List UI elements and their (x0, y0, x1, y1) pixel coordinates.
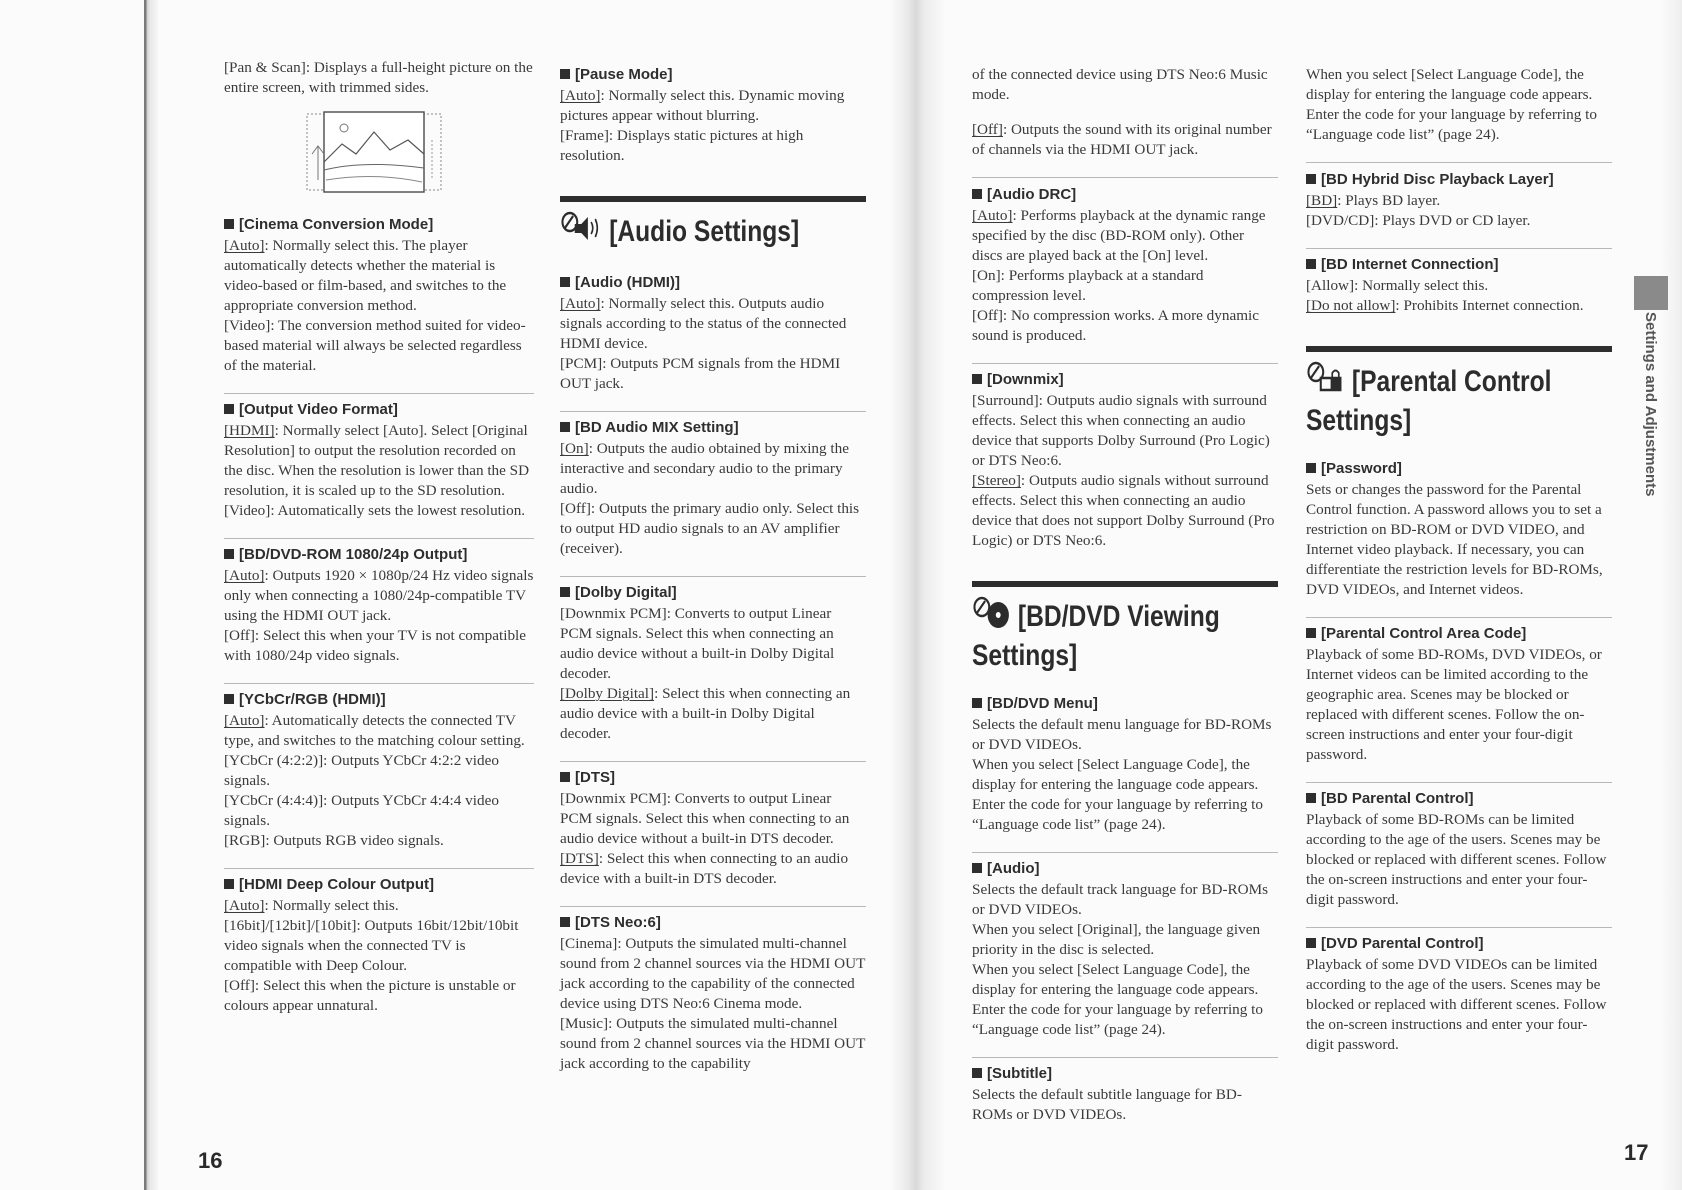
bd-dvd-viewing-heading-1: [BD/DVD Viewing (1017, 600, 1220, 634)
setting-section (1306, 617, 1612, 765)
setting-title-text: [DTS Neo:6] (575, 914, 661, 931)
default-option: [Auto] (224, 237, 265, 254)
option-paragraph (224, 831, 534, 851)
col3-intro (972, 65, 1278, 160)
setting-section (560, 411, 866, 559)
bullet-square-icon (560, 772, 570, 782)
option-text: : Plays BD layer. (1337, 192, 1441, 210)
setting-title (972, 185, 1278, 205)
setting-title (224, 400, 534, 420)
default-option: [Auto] (972, 207, 1013, 225)
parental-control-heading-2: Settings] (1306, 404, 1412, 438)
left-column-2 (560, 58, 866, 1074)
col4-sections (1306, 452, 1612, 1055)
setting-title (972, 694, 1278, 714)
option-paragraph (224, 626, 534, 666)
setting-section (1306, 927, 1612, 1055)
setting-section (972, 852, 1278, 1040)
setting-title (560, 768, 866, 788)
option-text: [PCM]: Outputs PCM signals from the HDMI OUT jack. (560, 355, 841, 392)
left-column-1 (224, 58, 534, 1016)
wrench-speaker-icon (560, 210, 606, 252)
setting-title-text: [Cinema Conversion Mode] (239, 216, 434, 233)
right-column-2 (1306, 50, 1612, 1055)
setting-title (560, 913, 866, 933)
option-paragraph (224, 916, 534, 976)
option-text: When you select [Select Language Code], the display for entering the language code appears. Enter the code for your language by referring to “Language code list” (page 24). (972, 961, 1263, 1039)
bullet-square-icon (972, 863, 982, 873)
wrench-lock-icon (1306, 360, 1349, 402)
option-paragraph (1306, 810, 1612, 910)
page-number-left: 16 (198, 1148, 223, 1173)
audio-settings-section (560, 196, 866, 1074)
option-paragraph (972, 120, 1278, 160)
option-text: [Video]: Automatically sets the lowest resolution. (224, 502, 526, 519)
setting-title (1306, 624, 1612, 644)
option-text: [Cinema]: Outputs the simulated multi-channel sound from 2 channel sources via the HDMI OUT jack according to the capability of the connected device using DTS Neo:6 Cinema mode. (560, 935, 866, 1012)
bullet-square-icon (1306, 793, 1316, 803)
setting-title (560, 65, 866, 85)
page-number-right: 17 (1624, 1140, 1649, 1165)
option-paragraph (1306, 296, 1612, 316)
option-text: [Music]: Outputs the simulated multi-channel sound from 2 channel sources via the HDMI OUT jack according to the capability (560, 1015, 866, 1072)
bullet-square-icon (972, 374, 982, 384)
option-paragraph (972, 755, 1278, 835)
audio-settings-heading: [Audio Settings] (609, 215, 800, 248)
option-text: When you select [Original], the language given priority in the disc is selected. (972, 921, 1261, 959)
setting-title (224, 215, 534, 235)
option-paragraph (560, 86, 866, 126)
option-text: When you select [Select Language Code], the display for entering the language code appears. Enter the code for your language by referring to “Language code list” (page 24). (972, 756, 1263, 834)
bullet-square-icon (224, 694, 234, 704)
option-text: : Performs playback at the dynamic range specified by the disc (BD-ROM only). Other discs are played back at the [On] level. (972, 207, 1266, 265)
option-text: Playback of some BD-ROMs, DVD VIDEOs, or Internet videos can be limited according to the geographic area. Scenes may be blocked or replaced with different scenes. Follow the on-screen instructions and enter your four-digit password. (1306, 646, 1602, 764)
setting-title-text: [Dolby Digital] (575, 584, 677, 601)
setting-section (972, 687, 1278, 835)
setting-title (1306, 255, 1612, 275)
setting-title (560, 583, 866, 603)
setting-title-text: [BD Hybrid Disc Playback Layer] (1321, 171, 1554, 189)
col1-sections (224, 208, 534, 1016)
setting-section (1306, 452, 1612, 600)
option-paragraph (1306, 65, 1612, 145)
option-paragraph (224, 316, 534, 376)
option-paragraph (560, 789, 866, 849)
parental-control-heading-1: [Parental Control (1351, 365, 1552, 399)
option-text: [Off]: Outputs the primary audio only. Select this to output HD audio signals to an AV amplifier (receiver). (560, 500, 860, 557)
option-paragraph (560, 354, 866, 394)
option-paragraph (560, 849, 866, 889)
default-option: [Stereo] (972, 472, 1021, 490)
setting-title-text: [YCbCr/RGB (HDMI)] (239, 691, 386, 708)
parental-control-section (1306, 346, 1612, 1055)
option-text: : Outputs the audio obtained by mixing the interactive and secondary audio to the primary audio. (560, 440, 849, 497)
option-paragraph (972, 65, 1278, 105)
setting-section (972, 1057, 1278, 1125)
setting-title-text: [BD/DVD Menu] (987, 695, 1098, 713)
option-paragraph (224, 976, 534, 1016)
option-text: [YCbCr (4:2:2)]: Outputs YCbCr 4:2:2 video signals. (224, 752, 499, 789)
setting-section (560, 906, 866, 1074)
bullet-square-icon (224, 549, 234, 559)
setting-title-text: [Pause Mode] (575, 66, 673, 83)
option-paragraph (1306, 645, 1612, 765)
option-text: : Outputs 1920 × 1080p/24 Hz video signals only when connecting a 1080/24p-compatible TV using the HDMI OUT jack. (224, 567, 534, 624)
setting-title-text: [BD Internet Connection] (1321, 256, 1499, 274)
option-paragraph (224, 896, 534, 916)
col2-pre-sections (560, 58, 866, 166)
option-paragraph (224, 501, 534, 521)
option-paragraph (560, 499, 866, 559)
setting-title-text: [BD Parental Control] (1321, 790, 1474, 808)
setting-title-text: [DTS] (575, 769, 615, 786)
setting-title-text: [BD Audio MIX Setting] (575, 419, 739, 436)
option-paragraph (224, 751, 534, 791)
option-text: [Frame]: Displays static pictures at high resolution. (560, 127, 804, 164)
default-option: [Off] (972, 121, 1003, 139)
right-column-1 (972, 50, 1278, 1125)
setting-section (1306, 163, 1612, 231)
option-text: : Outputs the sound with its original number of channels via the HDMI OUT jack. (972, 121, 1272, 159)
bullet-square-icon (224, 404, 234, 414)
setting-title (560, 418, 866, 438)
default-option: [HDMI] (224, 422, 275, 439)
default-option: [Auto] (224, 712, 265, 729)
bullet-square-icon (1306, 628, 1316, 638)
option-text: : Select this when connecting an audio device with a built-in Dolby Digital decoder. (560, 685, 851, 742)
setting-title-text: [Audio DRC] (987, 186, 1077, 204)
option-text: [On]: Performs playback at a standard compression level. (972, 267, 1204, 305)
setting-title (224, 545, 534, 565)
setting-title (224, 875, 534, 895)
bullet-square-icon (224, 879, 234, 889)
option-text: [Surround]: Outputs audio signals with surround effects. Select this when connecting an audio device that supports Dolby Surround (Pro Logic) or DTS Neo:6. (972, 392, 1270, 470)
setting-section (560, 761, 866, 889)
option-paragraph (972, 1085, 1278, 1125)
parental-control-title (1306, 360, 1557, 402)
option-text: When you select [Select Language Code], the display for entering the language code appears. Enter the code for your language by referring to “Language code list” (page 24). (1306, 66, 1597, 144)
setting-title-text: [Downmix] (987, 371, 1064, 389)
bd-dvd-viewing-heading-2: Settings] (972, 639, 1078, 673)
option-paragraph (972, 715, 1278, 755)
setting-title-text: [Audio] (987, 860, 1040, 878)
setting-title (1306, 789, 1612, 809)
option-paragraph (1306, 276, 1612, 296)
setting-section (560, 266, 866, 394)
option-text: : Prohibits Internet connection. (1395, 297, 1584, 315)
option-paragraph (560, 294, 866, 354)
option-text: : Normally select this. (264, 897, 399, 914)
bullet-square-icon (1306, 938, 1316, 948)
setting-title-text: [BD/DVD-ROM 1080/24p Output] (239, 546, 468, 563)
default-option: [Auto] (224, 897, 265, 914)
option-paragraph (972, 920, 1278, 960)
setting-section (1306, 248, 1612, 316)
option-text: [Allow]: Normally select this. (1306, 277, 1489, 295)
option-paragraph (560, 126, 866, 166)
setting-title (1306, 459, 1612, 479)
setting-section (1306, 782, 1612, 910)
setting-title (560, 273, 866, 293)
setting-title (1306, 934, 1612, 954)
setting-title (972, 370, 1278, 390)
setting-title-text: [Parental Control Area Code] (1321, 625, 1527, 643)
setting-section (560, 58, 866, 166)
option-paragraph (972, 206, 1278, 266)
setting-title-text: [Password] (1321, 460, 1402, 478)
option-text: Selects the default subtitle language for BD-ROMs or DVD VIDEOs. (972, 1086, 1242, 1124)
col2-sections (560, 266, 866, 1074)
option-paragraph (560, 604, 866, 684)
option-text: [16bit]/[12bit]/[10bit]: Outputs 16bit/12bit/10bit video signals when the connected TV is compatible with Deep Colour. (224, 917, 519, 974)
setting-section (224, 538, 534, 666)
option-text: [Downmix PCM]: Converts to output Linear PCM signals. Select this when connecting an audio device without a built-in Dolby Digital decoder. (560, 605, 835, 682)
setting-section (224, 208, 534, 376)
bullet-square-icon (560, 277, 570, 287)
bullet-square-icon (1306, 259, 1316, 269)
setting-title (972, 859, 1278, 879)
audio-settings-title (560, 210, 811, 252)
bullet-square-icon (224, 219, 234, 229)
option-paragraph (560, 684, 866, 744)
setting-title (1306, 170, 1612, 190)
option-text: : Select this when connecting to an audio device with a built-in DTS decoder. (560, 850, 849, 887)
option-paragraph (972, 306, 1278, 346)
option-paragraph (560, 934, 866, 1014)
bullet-square-icon (972, 189, 982, 199)
option-paragraph (1306, 211, 1612, 231)
setting-section (224, 393, 534, 521)
bullet-square-icon (972, 1068, 982, 1078)
option-text: [Video]: The conversion method suited for video-based material will always be selected regardless of the material. (224, 317, 526, 374)
option-paragraph (1306, 955, 1612, 1055)
default-option: [Do not allow] (1306, 297, 1396, 315)
option-text: Playback of some BD-ROMs can be limited according to the age of the users. Scenes may be blocked or replaced with different scenes. Follow the on-screen instructions and enter your four-digit password. (1306, 811, 1607, 909)
option-text: [DVD/CD]: Plays DVD or CD layer. (1306, 212, 1531, 230)
setting-title-text: [HDMI Deep Colour Output] (239, 876, 434, 893)
bullet-square-icon (1306, 463, 1316, 473)
bullet-square-icon (972, 698, 982, 708)
option-paragraph (972, 880, 1278, 920)
setting-title-text: [DVD Parental Control] (1321, 935, 1484, 953)
option-paragraph (224, 421, 534, 501)
bd-dvd-viewing-title (972, 595, 1223, 637)
setting-title-text: [Audio (HDMI)] (575, 274, 680, 291)
chapter-side-label: Settings and Adjustments (1642, 312, 1659, 497)
pan-scan-text: [Pan & Scan]: Displays a full-height picture on the entire screen, with trimmed sides. (224, 59, 533, 96)
option-text: [RGB]: Outputs RGB video signals. (224, 832, 444, 849)
setting-section (224, 683, 534, 851)
option-text: [Off]: Select this when the picture is unstable or colours appear unnatural. (224, 977, 516, 1014)
default-option: [Dolby Digital] (560, 685, 655, 702)
option-text: [Downmix PCM]: Converts to output Linear PCM signals. Select this when connecting to an audio device without a built-in DTS decoder. (560, 790, 850, 847)
setting-title (224, 690, 534, 710)
option-paragraph (1306, 191, 1612, 211)
setting-title-text: [Output Video Format] (239, 401, 398, 418)
option-paragraph (224, 711, 534, 751)
default-option: [Auto] (224, 567, 265, 584)
option-paragraph (972, 391, 1278, 471)
option-text: : Normally select this. Outputs audio signals according to the status of the connected HDMI device. (560, 295, 847, 352)
option-paragraph (560, 439, 866, 499)
default-option: [Auto] (560, 295, 601, 312)
option-text: : Normally select [Auto]. Select [Original Resolution] to output the resolution recorded on the disc. When the resolution is lower than the SD resolution, it is scaled up to the SD resolution. (224, 422, 530, 499)
col3-pre-sections (972, 177, 1278, 551)
option-paragraph (224, 236, 534, 316)
option-text: Sets or changes the password for the Parental Control function. A password allows you to set a restriction on BD-ROM or DVD VIDEO, and Internet video playback. If necessary, you can differentiate the restriction levels for BD-ROMs, DVD VIDEOs, and Internet videos. (1306, 481, 1603, 599)
option-text: Selects the default track language for BD-ROMs or DVD VIDEOs. (972, 881, 1269, 919)
bullet-square-icon (560, 917, 570, 927)
option-paragraph (972, 266, 1278, 306)
bd-dvd-viewing-section (972, 581, 1278, 1125)
option-paragraph (224, 566, 534, 626)
default-option: [DTS] (560, 850, 599, 867)
option-paragraph (1306, 480, 1612, 600)
setting-section (972, 178, 1278, 346)
option-text: : Normally select this. The player automatically detects whether the material is video-based or film-based, and switches to the appropriate conversion method. (224, 237, 507, 314)
option-text: [YCbCr (4:4:4)]: Outputs YCbCr 4:4:4 video signals. (224, 792, 499, 829)
option-text: [Off]: No compression works. A more dynamic sound is produced. (972, 307, 1259, 345)
chapter-tab-marker (1634, 276, 1668, 310)
setting-title-text: [Subtitle] (987, 1065, 1052, 1083)
option-text: Playback of some DVD VIDEOs can be limited according to the age of the users. Scenes may be blocked or replaced with different scenes. Follow the on-screen instructions and enter your four-digit password. (1306, 956, 1607, 1054)
setting-title (972, 1064, 1278, 1084)
option-text: : Outputs audio signals without surround effects. Select this when connecting an audio device that does not support Dolby Surround (Pro Logic) or DTS Neo:6. (972, 472, 1275, 550)
option-text: Selects the default menu language for BD-ROMs or DVD VIDEOs. (972, 716, 1272, 754)
col4-pre-sections (1306, 162, 1612, 316)
option-text: [Off]: Select this when your TV is not compatible with 1080/24p video signals. (224, 627, 527, 664)
bullet-square-icon (1306, 174, 1316, 184)
default-option: [On] (560, 440, 589, 457)
setting-section (224, 868, 534, 1016)
right-page (890, 0, 1682, 1190)
col3-sections (972, 687, 1278, 1125)
col4-intro (1306, 65, 1612, 145)
option-text: : Automatically detects the connected TV type, and switches to the matching colour setting. (224, 712, 525, 749)
option-text: : Normally select this. Dynamic moving pictures appear without blurring. (560, 87, 845, 124)
option-paragraph (224, 791, 534, 831)
bullet-square-icon (560, 422, 570, 432)
setting-section (560, 576, 866, 744)
bullet-square-icon (560, 587, 570, 597)
option-paragraph (972, 471, 1278, 551)
bullet-square-icon (560, 69, 570, 79)
option-text: of the connected device using DTS Neo:6 Music mode. (972, 66, 1268, 104)
wrench-disc-icon (972, 595, 1015, 637)
option-paragraph (560, 1014, 866, 1074)
default-option: [Auto] (560, 87, 601, 104)
default-option: [BD] (1306, 192, 1338, 210)
option-paragraph (972, 960, 1278, 1040)
pan-scan-illustration (304, 110, 444, 194)
setting-section (972, 363, 1278, 551)
